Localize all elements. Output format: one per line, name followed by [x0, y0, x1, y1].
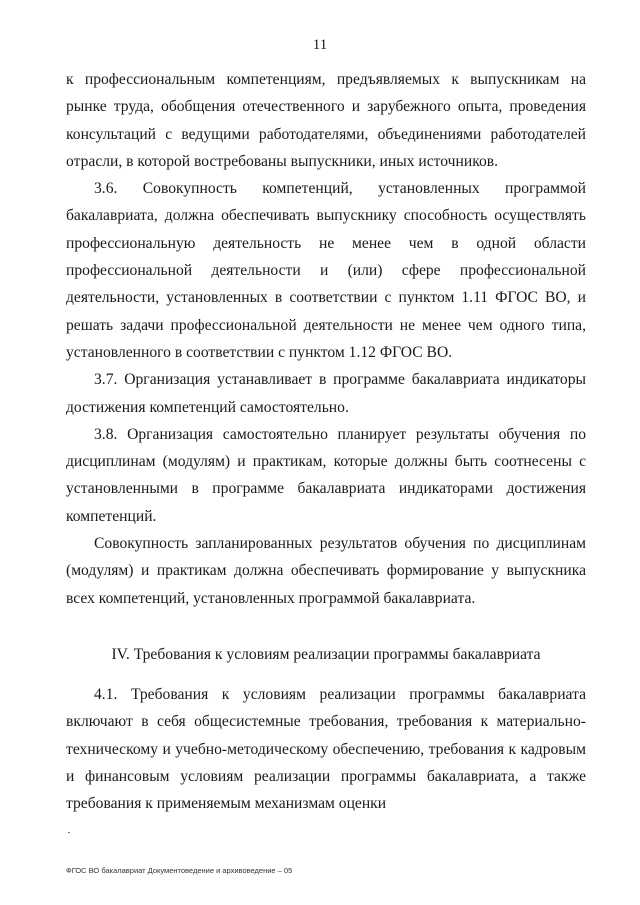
document-body — [66, 66, 586, 612]
paragraph-3-8: 3.8. Организация самостоятельно планирует результаты обучения по дисциплинам (модулям) и практикам, которые должны быть соотнесены с установленными в программе бакалавриата индикаторами достижения компетенций. — [66, 425, 586, 525]
page-number: 11 — [312, 37, 328, 53]
paragraph-3-6: 3.6. Совокупность компетенций, установленных программой бакалавриата, должна обеспечивать выпускнику способность осуществлять профессиональную деятельность не менее чем в одной области профессиональной деятельности и (или) сфере профессиональной деятельности, установленных в соответствии с пунктом 1.11 ФГОС ВО, и решать задачи профессиональной деятельности не менее чем одного типа, установленного в соответствии с пунктом 1.12 ФГОС ВО. — [66, 180, 586, 361]
section-body — [66, 681, 586, 817]
footer-text: ФГОС ВО бакалавриат Документоведение и архивоведение – 05 — [66, 866, 293, 875]
paragraph-3-7: 3.7. Организация устанавливает в программе бакалавриата индикаторы достижения компетенций самостоятельно. — [66, 371, 586, 416]
paragraph-4-1: 4.1. Требования к условиям реализации программы бакалавриата включают в себя общесистемные требования, требования к материально-техническому и учебно-методическому обеспечению, требования к кадровым и финансовым условиям реализации программы бакалавриата, а также требования к применяемым механизмам оценки — [66, 686, 586, 813]
paragraph-continuation: к профессиональным компетенциям, предъявляемых к выпускникам на рынке труда, обобщения отечественного и зарубежного опыта, проведения консультаций с ведущими работодателями, объединениями работодателей отрасли, в которой востребованы выпускники, иных источников. — [66, 71, 586, 170]
section-heading: IV. Требования к условиям реализации программы бакалавриата — [111, 646, 541, 663]
paragraph-learning-outcomes: Совокупность запланированных результатов обучения по дисциплинам (модулям) и практикам должна обеспечивать формирование у выпускника всех компетенций, установленных программой бакалавриата. — [66, 535, 586, 607]
scan-mark — [68, 832, 70, 833]
